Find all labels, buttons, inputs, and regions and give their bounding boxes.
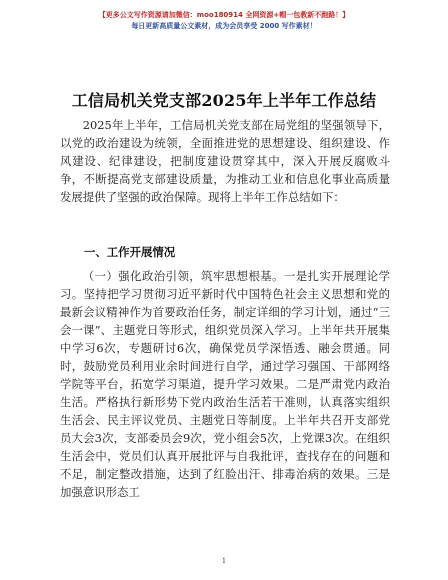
- promo-banner-line-2: 每日更新高质量公文素材，成为会员享受 2000 写作素材！: [131, 22, 317, 30]
- section-heading-work-status: 一、工作开展情况: [84, 245, 176, 259]
- page-number: 1: [221, 557, 227, 565]
- promo-banner: [0, 10, 448, 32]
- intro-paragraph: 2025年上半年，工信局机关党支部在局党组的坚强领导下，以党的政治建设为统领，全面推进党的思想建设、组织建设、作风建设、纪律建设，把制度建设贯穿其中，深入开展反腐败斗争，不断提高党支部建设质量，为推动工业和信息化事业高质量发展提供了坚强的政治保障。现将上半年工作总结如下：: [60, 118, 390, 204]
- promo-banner-line-1: 【更多公文写作资源请加微信：moo180914 全网资源+帽一包教新不跑路！】: [98, 11, 350, 19]
- document-title: 工信局机关党支部2025年上半年工作总结: [71, 91, 377, 110]
- subsection-paragraph-political-guidance: （一）强化政治引领，筑牢思想根基。一是扎实开展理论学习。坚持把学习贯彻习近平新时代中国特色社会主义思想和党的最新会议精神作为首要政治任务，制定详细的学习计划，通过“三会一课”、主题党日等形式，组织党员深入学习。上半年共开展集中学习6次，专题研讨6次，确保党员学深悟透、融会贯通。同时，鼓励党员利用业余时间进行自学，通过学习强国、干部网络学院等平台，拓宽学习渠道，提升学习效果。二是严肃党内政治生活。严格执行新形势下党内政治生活若干准则，认真落实组织生活会、民主评议党员、主题党日等制度。上半年共召开支部党员大会3次，支部委员会9次，党小组会5次，上党课3次。在组织生活会中，党员们认真开展批评与自我批评，查找存在的问题和不足，制定整改措施，达到了红脸出汗、排毒治病的效果。三是加强意识形态工: [60, 269, 390, 499]
